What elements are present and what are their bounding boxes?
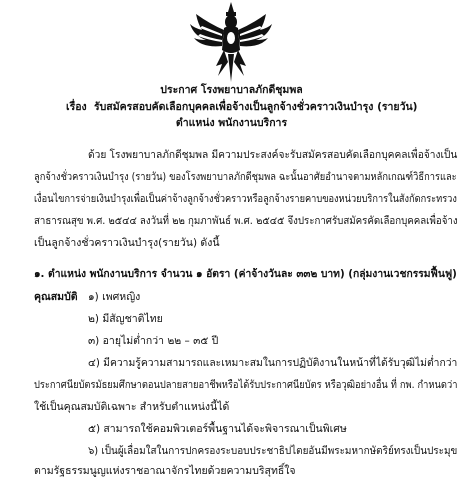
section-heading: ๑. ตำแหน่ง พนักงานบริการ จำนวน ๑ อัตรา (ค่าจ้างวันละ ๓๓๒ บาท) (กลุ่มงานเวชกรรมฟื้นฟู) <box>34 268 457 280</box>
body-line: สาธารณสุข พ.ศ. ๒๕๔๔ ลงวันที่ ๒๒ กุมภาพันธ์ พ.ศ. ๒๕๔๕ จึงประกาศรับสมัครคัดเลือกบุคคลเพื่อจ้าง <box>34 215 458 227</box>
qualification-item: ๕) สามารถใช้คอมพิวเตอร์พื้นฐานได้จะพิจารณาเป็นพิเศษ <box>88 423 347 435</box>
qualifications-label: คุณสมบัติ <box>34 291 78 303</box>
body-line: ด้วย โรงพยาบาลภักดีชุมพล มีความประสงค์จะรับสมัครสอบคัดเลือกบุคคลเพื่อจ้างเป็น <box>88 149 458 161</box>
qualification-item: ๓) อายุไม่ต่ำกว่า ๒๒ – ๓๕ ปี <box>88 335 219 347</box>
qualification-item: ๖) เป็นผู้เลื่อมใสในการปกครองระบอบประชาธิปไตยอันมีพระมหากษัตริย์ทรงเป็นประมุข <box>88 445 458 457</box>
qualification-item: ๒) มีสัญชาติไทย <box>88 313 163 325</box>
subject-label: เรื่อง <box>66 101 87 113</box>
subject-line <box>66 100 417 114</box>
garuda-emblem-icon <box>188 0 274 84</box>
body-line: เงื่อนไขการจ่ายเงินบำรุงเพื่อเป็นค่าจ้างลูกจ้างชั่วคราวหรือลูกจ้างรายคาบของหน่วยบริการในสังกัดกระทรวง <box>34 193 457 205</box>
subject-text: รับสมัครสอบคัดเลือกบุคคลเพื่อจ้างเป็นลูกจ้างชั่วคราวเงินบำรุง (รายวัน) <box>93 101 418 113</box>
qualification-item: ๑) เพศหญิง <box>88 291 141 303</box>
body-line: เป็นลูกจ้างชั่วคราวเงินบำรุง(รายวัน) ดังนี้ <box>34 237 220 249</box>
announcement-title: ประกาศ โรงพยาบาลภักดีชุมพล <box>160 84 303 96</box>
position-title: ตำแหน่ง พนักงานบริการ <box>175 117 288 129</box>
qualification-item: ใช้เป็นคุณสมบัติเฉพาะ สำหรับตำแหน่งนี้ได้ <box>34 401 230 413</box>
qualification-item: ๔) มีความรู้ความสามารถและเหมาะสมในการปฏิบัติงานในหน้าที่ได้รับวุฒิไม่ต่ำกว่า <box>88 357 458 369</box>
body-line: ลูกจ้างชั่วคราวเงินบำรุง (รายวัน) ของโรงพยาบาลภักดีชุมพล ฉะนั้นอาศัยอำนาจตามหลักเกณฑ์วิธีการและ <box>34 171 457 183</box>
qualification-item: ตามรัฐธรรมนูญแห่งราชอาณาจักรไทยด้วยความบริสุทธิ์ใจ <box>34 465 296 477</box>
qualification-item: ประกาศนียบัตรมัธยมศึกษาตอนปลายสายอาชีพหรือได้รับประกาศนียบัตร หรือวุฒิอย่างอื่น ที่ กพ. กำหนดว่า <box>34 379 458 391</box>
